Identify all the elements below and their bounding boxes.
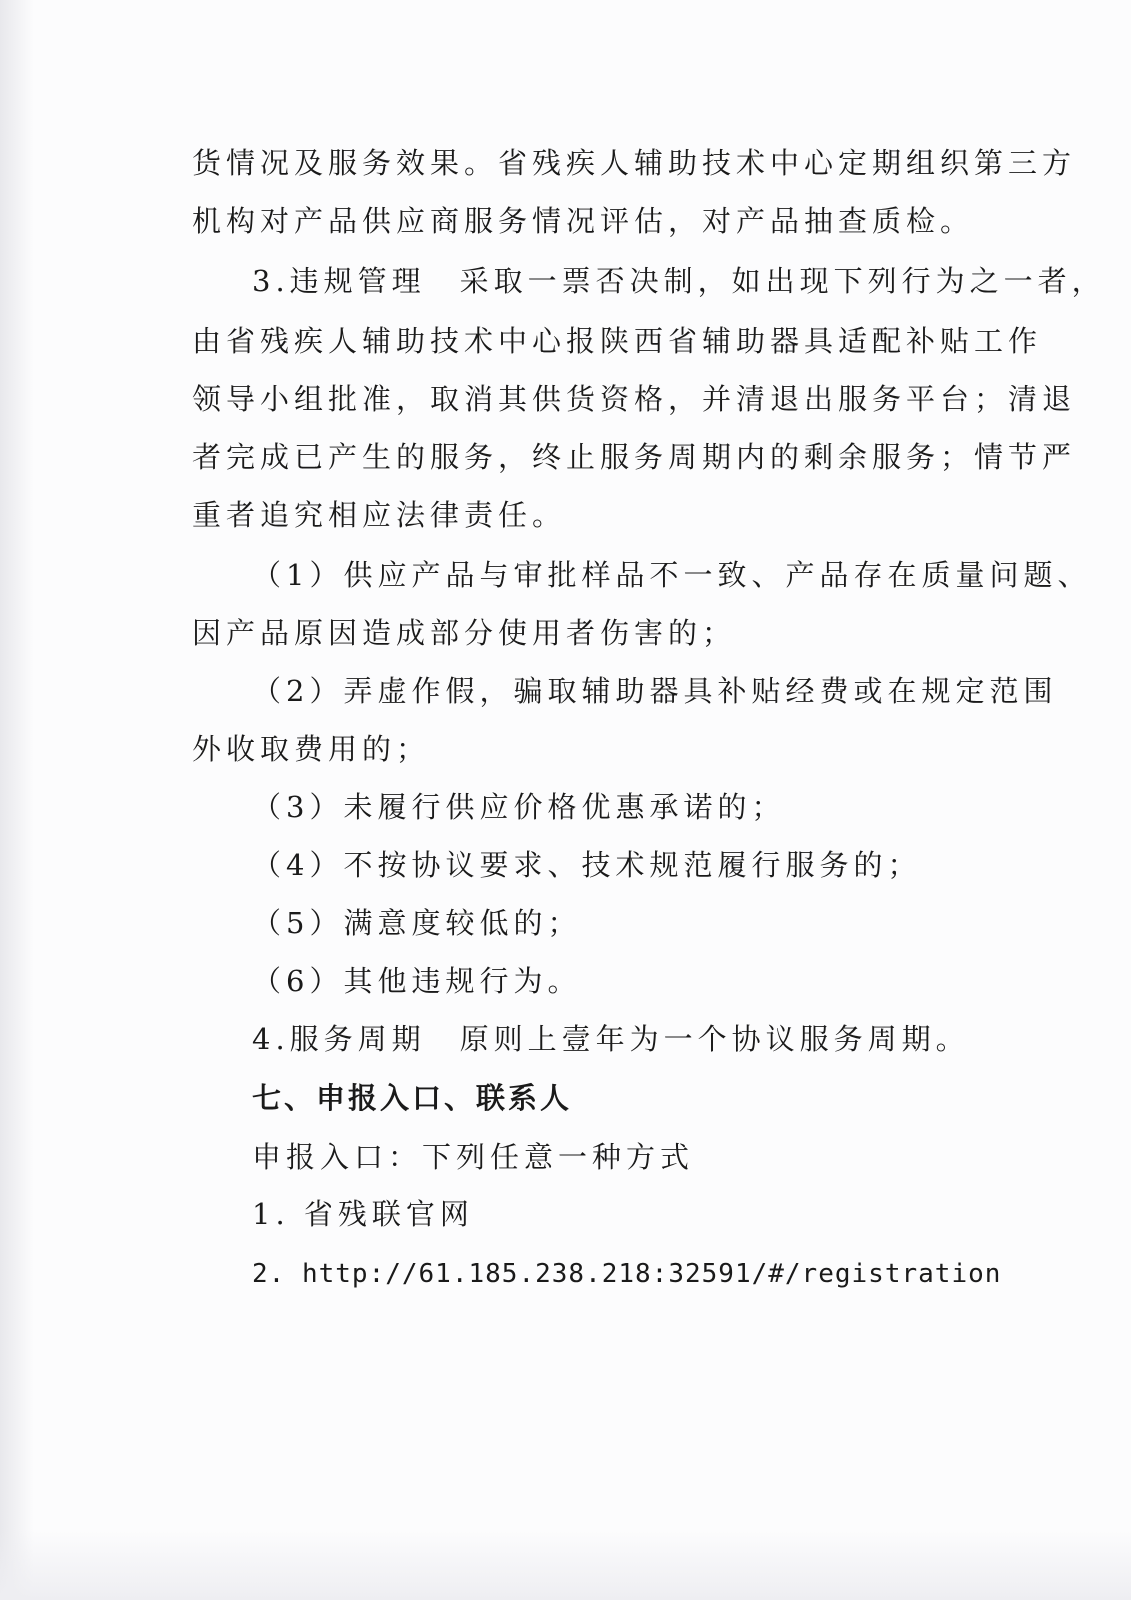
- list-item-3: （3）未履行供应价格优惠承诺的；: [252, 790, 786, 824]
- list-item-5: （5）满意度较低的；: [252, 906, 582, 940]
- list-item-4: （4）不按协议要求、技术规范履行服务的；: [252, 848, 922, 882]
- body-line-6: 者完成已产生的服务，终止服务周期内的剩余服务；情节严: [192, 440, 1077, 474]
- body-line-5: 领导小组批准，取消其供货资格，并清退出服务平台；清退: [192, 382, 1077, 416]
- body-line-7: 重者追究相应法律责任。: [192, 498, 567, 532]
- body-line-4: 由省残疾人辅助技术中心报陕西省辅助器具适配补贴工作: [192, 324, 1043, 358]
- scan-shadow-left: [0, 0, 34, 1600]
- list-item-1-continued: 因产品原因造成部分使用者伤害的；: [192, 616, 737, 650]
- body-line-2: 机构对产品供应商服务情况评估，对产品抽查质检。: [192, 204, 975, 238]
- list-item-2-continued: 外收取费用的；: [192, 732, 431, 766]
- list-item-6: （6）其他违规行为。: [252, 964, 582, 998]
- list-item-2: （2）弄虚作假，骗取辅助器具补贴经费或在规定范围: [252, 674, 1058, 708]
- body-line-1: 货情况及服务效果。省残疾人辅助技术中心定期组织第三方: [192, 146, 1077, 180]
- entry-option-2-url: 2. http://61.185.238.218:32591/#/registration: [252, 1259, 1002, 1289]
- entry-intro: 申报入口：下列任意一种方式: [252, 1140, 695, 1174]
- body-line-3: 3.违规管理 采取一票否决制，如出现下列行为之一者，: [252, 264, 1106, 298]
- scan-shadow-bottom: [0, 1530, 1131, 1600]
- list-item-1: （1）供应产品与审批样品不一致、产品存在质量问题、: [252, 558, 1092, 592]
- section-heading: 七、申报入口、联系人: [252, 1081, 573, 1115]
- service-period-line: 4.服务周期 原则上壹年为一个协议服务周期。: [252, 1022, 970, 1056]
- entry-option-1: 1. 省残联官网: [252, 1197, 474, 1231]
